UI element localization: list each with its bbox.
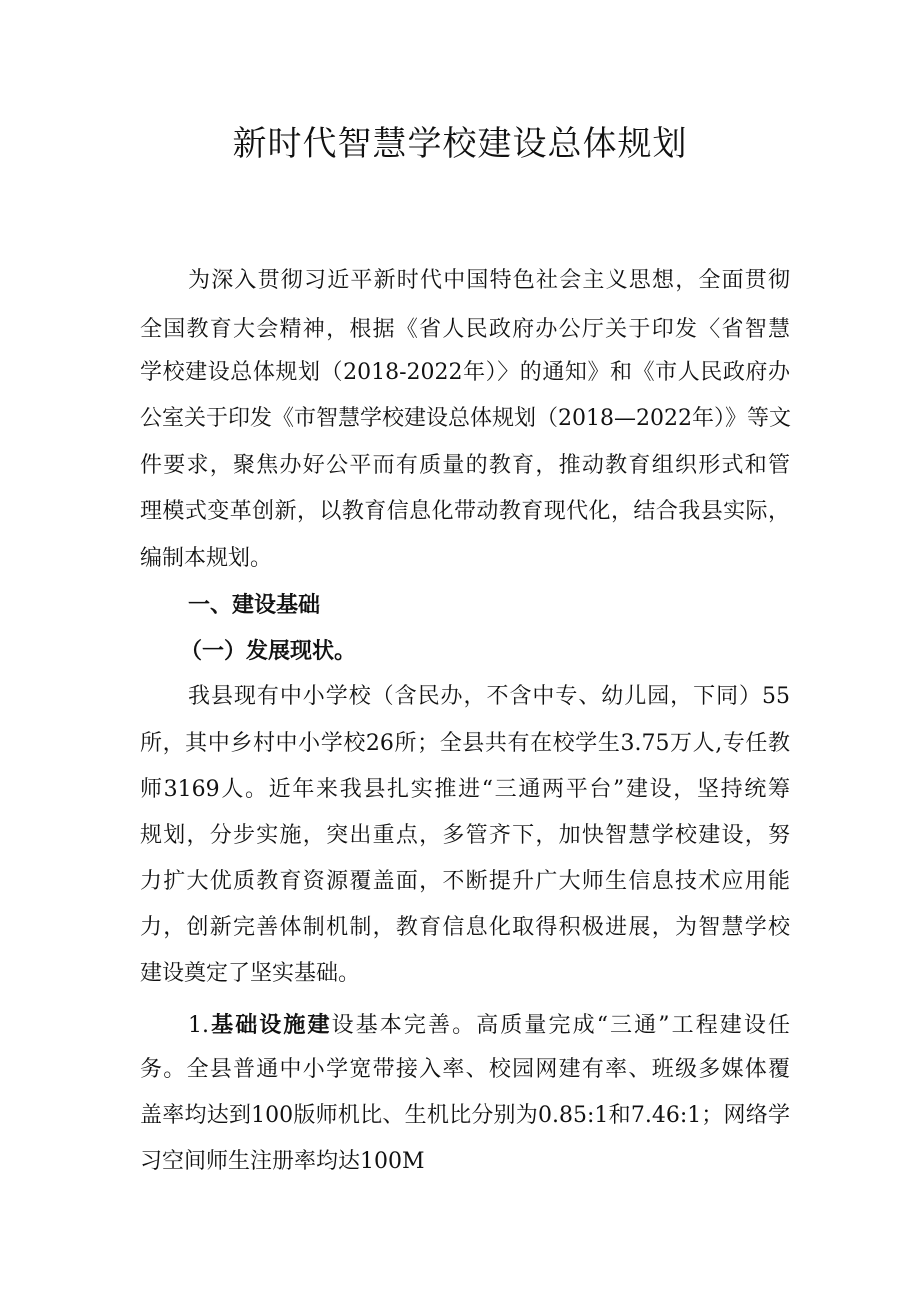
- item-rest: 设基本完善。高质量完成“三通”工程建设任: [331, 1013, 790, 1038]
- status-line-1: 我县现有中小学校（含民办，不含中专、幼儿园，下同）55: [188, 684, 790, 709]
- subsection-heading: （一）发展现状。: [180, 638, 357, 664]
- status-line-4: 规划，分步实施，突出重点，多管齐下，加快智慧学校建设，努: [140, 823, 790, 848]
- document-title: 新时代智慧学校建设总体规划: [232, 124, 688, 164]
- intro-line-1: 为深入贯彻习近平新时代中国特色社会主义思想，全面贯彻: [188, 268, 790, 293]
- infrastructure-line-1: [188, 1010, 790, 1041]
- intro-line-3: 学校建设总体规划（2018-2022年）〉的通知》和《市人民政府办: [140, 360, 790, 385]
- item-bold-lead: 基础设施建: [209, 1012, 332, 1038]
- item-number: 1.: [188, 1013, 209, 1038]
- status-line-7: 建设奠定了坚实基础。: [140, 961, 361, 986]
- intro-line-2: 全国教育大会精神，根据《省人民政府办公厅关于印发〈省智慧: [140, 317, 790, 342]
- section-heading: 一、建设基础: [188, 592, 321, 618]
- infrastructure-line-4: 习空间师生注册率均达100M: [140, 1149, 425, 1174]
- status-line-6: 力，创新完善体制机制，教育信息化取得积极进展，为智慧学校: [140, 915, 790, 940]
- status-line-5: 力扩大优质教育资源覆盖面，不断提升广大师生信息技术应用能: [140, 869, 790, 894]
- intro-line-5: 件要求，聚焦办好公平而有质量的教育，推动教育组织形式和管: [140, 453, 790, 478]
- status-line-3: 师3169人。近年来我县扎实推进“三通两平台”建设，坚持统筹: [140, 777, 790, 802]
- infrastructure-line-3: 盖率均达到100版师机比、生机比分别为0.85:1和7.46:1；网络学: [140, 1103, 790, 1128]
- status-line-2: 所，其中乡村中小学校26所；全县共有在校学生3.75万人,专任教: [140, 731, 790, 756]
- intro-line-6: 理模式变革创新，以教育信息化带动教育现代化，结合我县实际，: [140, 499, 790, 524]
- infrastructure-line-2: 务。全县普通中小学宽带接入率、校园网建有率、班级多媒体覆: [140, 1057, 790, 1082]
- intro-line-7: 编制本规划。: [140, 546, 273, 571]
- intro-line-4: 公室关于印发《市智慧学校建设总体规划（2018—2022年）》等文: [140, 406, 791, 431]
